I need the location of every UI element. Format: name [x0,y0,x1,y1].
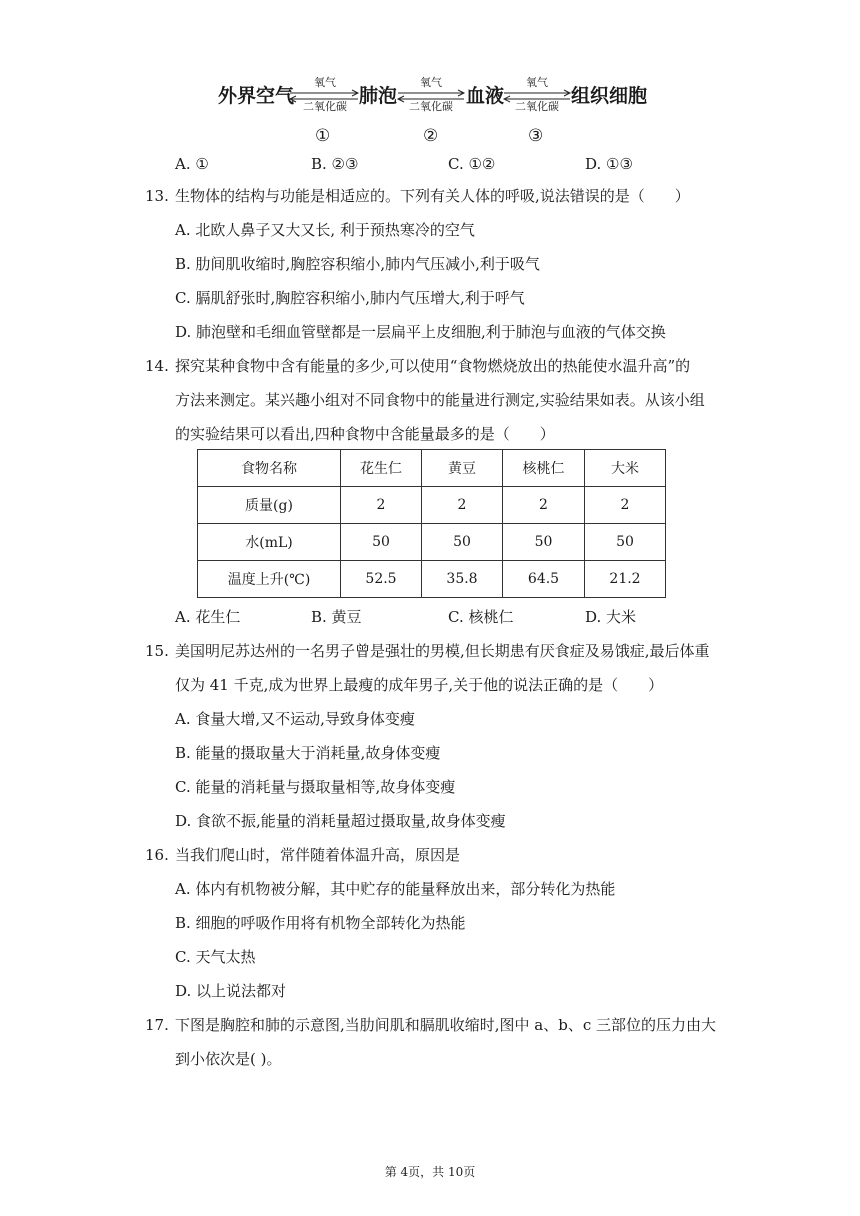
q12-option-a[interactable]: A. ① [175,155,209,173]
co2-label-2: 二氧化碳 [409,100,453,113]
table-cell: 52.5 [341,561,422,598]
oxygen-label-2: 氧气 [420,76,442,89]
table-row [198,487,666,524]
q13-stem: 生物体的结构与功能是相适应的。下列有关人体的呼吸,说法错误的是（ ） [175,187,690,205]
q13-option-d[interactable]: D. 肺泡壁和毛细血管壁都是一层扁平上皮细胞,利于肺泡与血液的气体交换 [175,323,666,341]
table-cell: 2 [585,487,666,524]
table-cell: 温度上升(℃) [198,561,341,598]
table-cell: 35.8 [422,561,503,598]
q13-number: 13. [145,187,169,205]
table-row [198,524,666,561]
q16-number: 16. [145,846,169,864]
table-cell: 21.2 [585,561,666,598]
table-cell: 64.5 [503,561,585,598]
q15-number: 15. [145,642,169,660]
q14-stem-line-1: 探究某种食物中含有能量的多少,可以使用“食物燃烧放出的热能使水温升高”的 [175,357,691,375]
table-header-cell: 大米 [585,450,666,487]
table-cell: 2 [341,487,422,524]
q16-option-b[interactable]: B. 细胞的呼吸作用将有机物全部转化为热能 [175,914,466,932]
oxygen-label-3: 氧气 [526,76,548,89]
q15-option-a[interactable]: A. 食量大增,又不运动,导致身体变瘦 [175,710,415,728]
marker-2: ② [423,126,439,146]
co2-label-3: 二氧化碳 [515,100,559,113]
q13-option-c[interactable]: C. 膈肌舒张时,胸腔容积缩小,肺内气压增大,利于呼气 [175,289,525,307]
node-blood: 血液 [466,85,505,107]
table-cell: 水(mL) [198,524,341,561]
q14-number: 14. [145,357,169,375]
q17-stem-line-1: 下图是胸腔和肺的示意图,当肋间肌和膈肌收缩时,图中 a、b、c 三部位的压力由大 [175,1016,717,1034]
q15-stem-line-1: 美国明尼苏达州的一名男子曾是强壮的男模,但长期患有厌食症及易饿症,最后体重 [175,642,710,660]
node-alveoli: 肺泡 [359,85,398,107]
table-cell: 2 [503,487,585,524]
table-cell: 质量(g) [198,487,341,524]
table-cell: 50 [503,524,585,561]
q16-option-c[interactable]: C. 天气太热 [175,948,256,966]
marker-3: ③ [528,126,544,146]
q12-option-d[interactable]: D. ①③ [585,155,633,173]
q14-option-c[interactable]: C. 核桃仁 [448,608,514,626]
marker-1: ① [315,126,331,146]
q15-option-d[interactable]: D. 食欲不振,能量的消耗量超过摄取量,故身体变瘦 [175,812,506,830]
q12-option-b[interactable]: B. ②③ [311,155,359,173]
table-row [198,561,666,598]
table-cell: 50 [341,524,422,561]
table-header-row [198,450,666,487]
q14-stem-line-3: 的实验结果可以看出,四种食物中含能量最多的是（ ） [175,425,555,443]
oxygen-label-1: 氧气 [314,76,336,89]
q17-stem-line-2: 到小依次是( )。 [175,1050,282,1068]
q14-option-a[interactable]: A. 花生仁 [175,608,241,626]
food-energy-table [197,449,666,598]
q13-option-a[interactable]: A. 北欧人鼻子又大又长, 利于预热寒冷的空气 [175,221,475,239]
table-header-cell: 食物名称 [198,450,341,487]
q15-option-c[interactable]: C. 能量的消耗量与摄取量相等,故身体变瘦 [175,778,456,796]
q17-number: 17. [145,1016,169,1034]
table-header-cell: 黄豆 [422,450,503,487]
q16-option-a[interactable]: A. 体内有机物被分解，其中贮存的能量释放出来，部分转化为热能 [175,880,616,898]
node-tissue-cells: 组织细胞 [571,85,648,107]
q12-option-c[interactable]: C. ①② [448,155,496,173]
q14-option-b[interactable]: B. 黄豆 [311,608,362,626]
node-outside-air: 外界空气 [218,85,295,107]
table-cell: 50 [585,524,666,561]
table-header-cell: 核桃仁 [503,450,585,487]
q13-option-b[interactable]: B. 肋间肌收缩时,胸腔容积缩小,肺内气压减小,利于吸气 [175,255,540,273]
table-header-cell: 花生仁 [341,450,422,487]
q16-stem: 当我们爬山时，常伴随着体温升高，原因是 [175,846,461,864]
q14-stem-line-2: 方法来测定。某兴趣小组对不同食物中的能量进行测定,实验结果如表。从该小组 [175,391,705,409]
q15-option-b[interactable]: B. 能量的摄取量大于消耗量,故身体变瘦 [175,744,441,762]
q14-option-d[interactable]: D. 大米 [585,608,637,626]
q16-option-d[interactable]: D. 以上说法都对 [175,982,287,1000]
table-cell: 2 [422,487,503,524]
co2-label-1: 二氧化碳 [303,100,347,113]
table-cell: 50 [422,524,503,561]
q15-stem-line-2: 仅为 41 千克,成为世界上最瘦的成年男子,关于他的说法正确的是（ ） [175,676,664,694]
page-footer: 第 4页，共 10页 [384,1165,476,1179]
